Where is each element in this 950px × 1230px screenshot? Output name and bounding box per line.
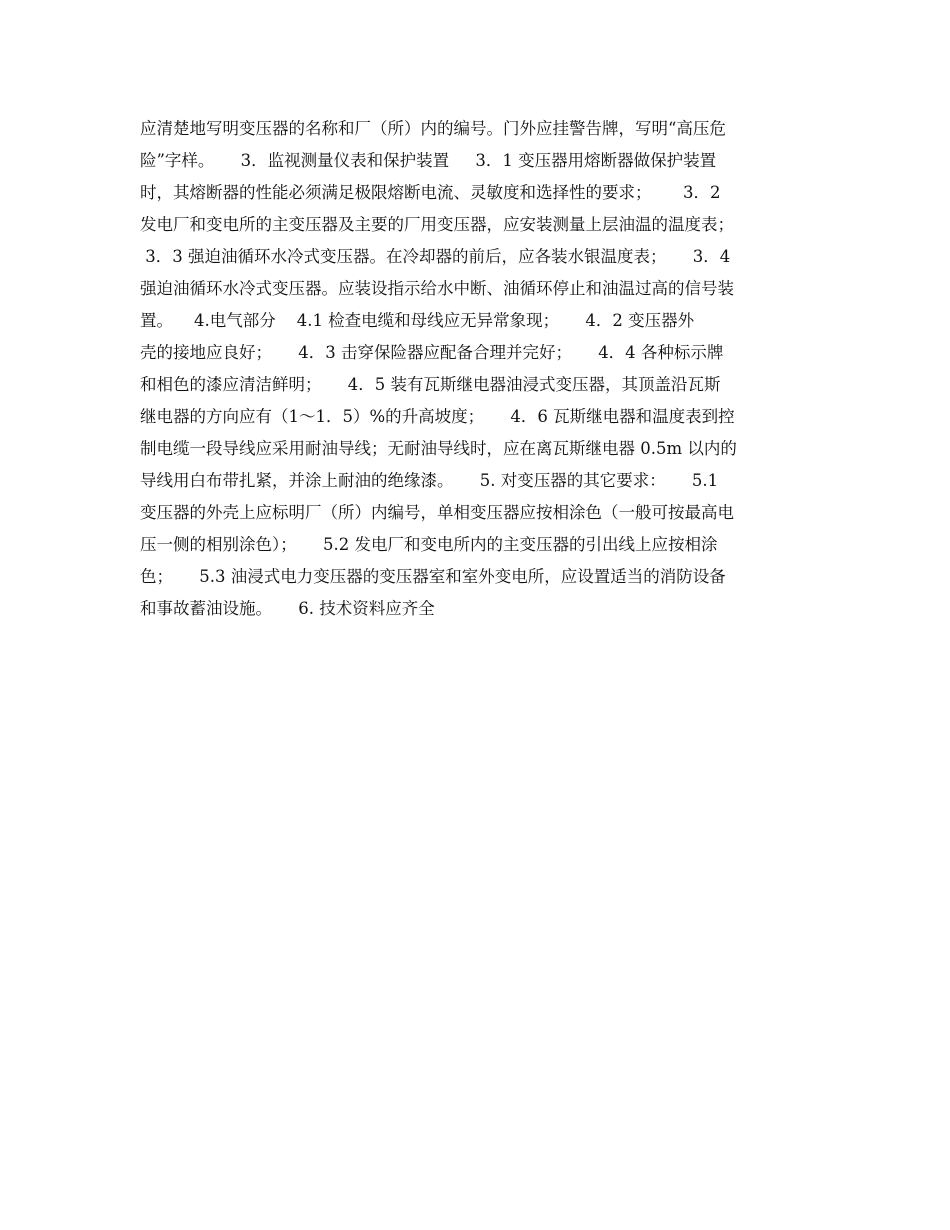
text-line: 3．3 强迫油循环水冷式变压器。在冷却器的前后，应各装水银温度表； 3．4 <box>140 247 731 266</box>
text-line: 险”字样。 3．监视测量仪表和保护装置 3．1 变压器用熔断器做保护装置 <box>140 151 717 170</box>
text-line: 强迫油循环水冷式变压器。应装设指示给水中断、油循环停止和油温过高的信号装 <box>140 279 734 298</box>
text-line: 色； 5.3 油浸式电力变压器的变压器室和室外变电所，应设置适当的消防设备 <box>140 567 726 586</box>
text-line: 应清楚地写明变压器的名称和厂（所）内的编号。门外应挂警告牌，写明“高压危 <box>140 119 726 138</box>
text-line: 壳的接地应良好； 4．3 击穿保险器应配备合理并完好； 4．4 各种标示牌 <box>140 343 724 362</box>
text-line: 发电厂和变电所的主变压器及主要的厂用变压器，应安装测量上层油温的温度表； <box>140 215 734 234</box>
text-line: 制电缆一段导线应采用耐油导线；无耐油导线时，应在离瓦斯继电器 0.5m 以内的 <box>140 439 737 458</box>
text-line: 继电器的方向应有（1～1．5）%的升高坡度； 4．6 瓦斯继电器和温度表到控 <box>140 407 735 426</box>
text-line: 压一侧的相别涂色）； 5.2 发电厂和变电所内的主变压器的引出线上应按相涂 <box>140 535 718 554</box>
text-line: 和事故蓄油设施。 6. 技术资料应齐全 <box>140 599 435 618</box>
text-line: 置。 4.电气部分 4.1 检查电缆和母线应无异常象现； 4．2 变压器外 <box>140 311 695 330</box>
body-paragraph <box>140 113 815 625</box>
text-line: 导线用白布带扎紧，并涂上耐油的绝缘漆。 5. 对变压器的其它要求： 5.1 <box>140 471 719 490</box>
text-line: 和相色的漆应清洁鲜明； 4．5 装有瓦斯继电器油浸式变压器，其顶盖沿瓦斯 <box>140 375 721 394</box>
text-line: 变压器的外壳上应标明厂（所）内编号，单相变压器应按相涂色（一般可按最高电 <box>140 503 734 522</box>
text-line: 时，其熔断器的性能必须满足极限熔断电流、灵敏度和选择性的要求； 3．2 <box>140 183 721 202</box>
